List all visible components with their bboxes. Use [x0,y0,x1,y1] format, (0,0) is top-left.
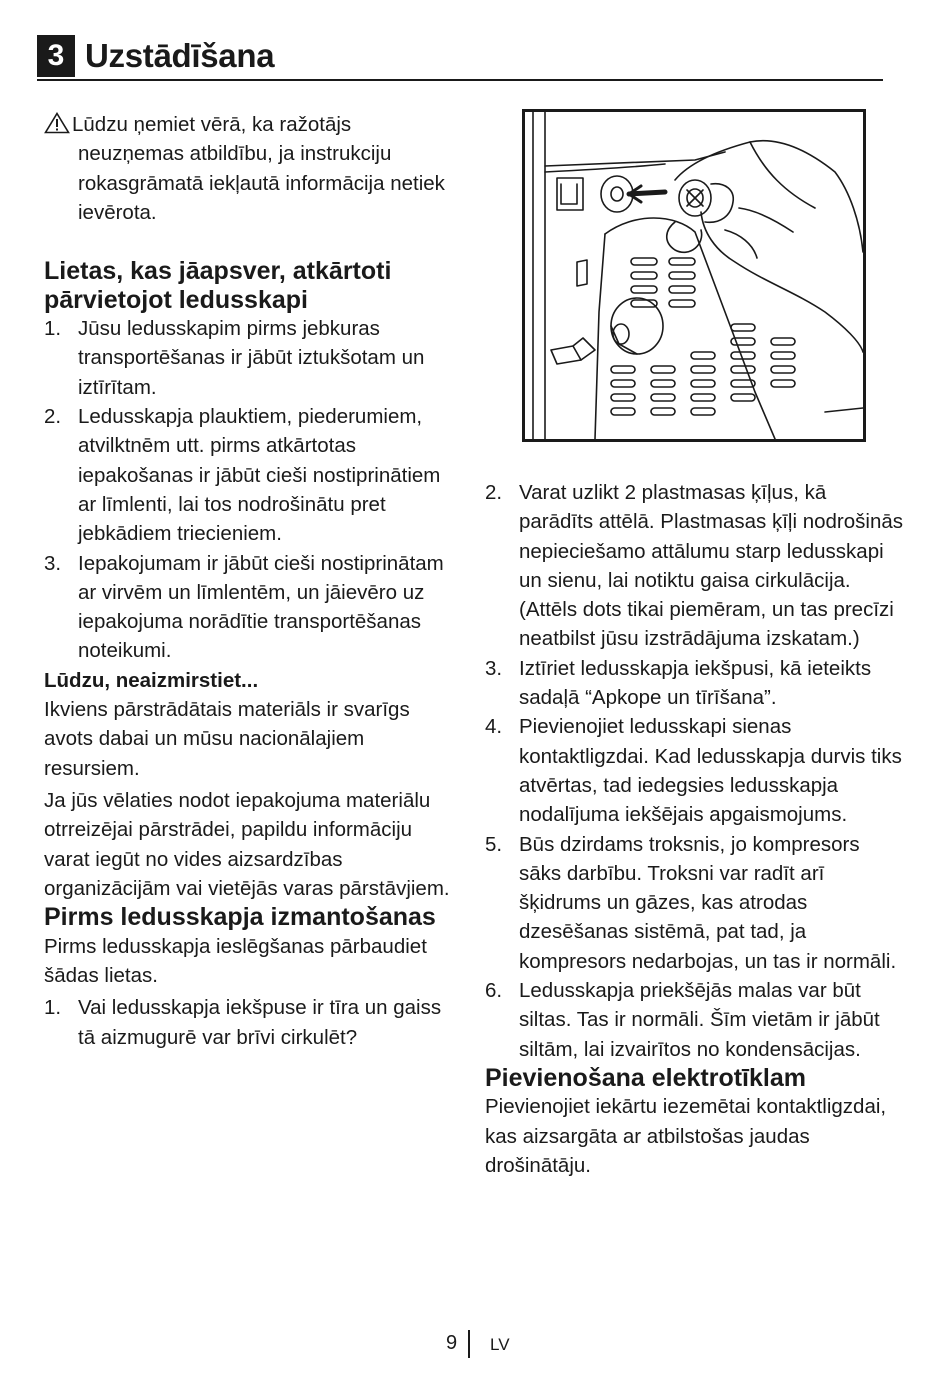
list-item [485,712,905,829]
item-number: 6. [485,979,503,1003]
item-number: 3. [485,656,503,680]
item-text: Vai ledusskapja iekšpuse ir tīra un gaiss tā aizmugurē var brīvi cirkulēt? [78,996,442,1049]
item-text: Ledusskapja plauktiem, piederumiem, atvilktnēm utt. pirms atkārtotas iepakošanas ir jābūt cieši nostiprinātiem ar līmlenti, lai tos nodrošinātu pret jebkādiem triecieniem. [78,405,441,546]
before-use-list-continued [485,478,905,1064]
list-item [44,549,456,666]
moving-list [44,314,456,666]
moving-heading: Lietas, kas jāapsver, atkārtoti pārvietojot ledusskapi [44,257,392,314]
item-text: Būs dzirdams troksnis, jo kompresors sāks darbību. Troksni var radīt arī šķidrums un gāzes, kas atrodas dzesēšanas sistēmā, pat tad, ja kompresors nedarbojas, un tas ir normāli. [519,832,897,973]
list-item [44,402,456,548]
footer-divider [468,1330,470,1358]
warning-text: Lūdzu ņemiet vērā, ka ražotājs neuzņemas atbildību, ja instrukciju rokasgrāmatā iekļautā informācija netiek ievērota. [72,113,445,224]
item-number: 1. [44,317,62,341]
list-item [44,993,456,1052]
item-text: Ledusskapja priekšējās malas var būt siltas. Tas ir normāli. Šīm vietām ir jābūt siltām, lai izvairītos no kondensācijas. [519,979,880,1061]
electric-heading: Pievienošana elektrotīklam [485,1063,806,1092]
list-item [485,478,905,654]
section-number: 3 [37,35,75,77]
page-footer [0,1330,950,1360]
item-text: Varat uzlikt 2 plastmasas ķīļus, kā parādīts attēlā. Plastmasas ķīļi nodrošinās nepieciešamo attālumu starp ledusskapi un sienu, lai notiktu gaisa cirkulācija. (Attēls dots tikai piemēram, un tas precīzi neatbilst jūsu izstrādājuma izskatam.) [519,481,903,651]
item-number: 1. [44,996,62,1020]
list-item [485,654,905,713]
electric-text: Pievienojiet iekārtu iezemētai kontaktligzdai, kas aizsargāta ar atbilstošas jaudas drošinātāju. [485,1095,887,1178]
remember-heading: Lūdzu, neaizmirstiet... [44,668,259,692]
remember-paragraph-1: Ikviens pārstrādātais materiāls ir svarīgs avots dabai un mūsu nacionālajiem resursiem. [44,698,410,780]
language-code: LV [490,1335,510,1354]
page-number: 9 [446,1332,458,1354]
left-column [44,110,456,1052]
item-text: Jūsu ledusskapim pirms jebkuras transportēšanas ir jābūt iztukšotam un iztīrītam. [78,317,425,399]
item-text: Pievienojiet ledusskapi sienas kontaktligzdai. Kad ledusskapja durvis tiks atvērtas, tad iedegsies ledusskapja nodalījuma iekšējais apgaismojums. [519,715,902,827]
item-number: 4. [485,715,503,739]
item-text: Iepakojumam ir jābūt cieši nostiprinātam ar virvēm un līmlentēm, un jāievēro uz iepakojuma norādītie transportēšanas noteikumi. [78,551,444,663]
before-use-list [44,993,456,1052]
remember-paragraph-2: Ja jūs vēlaties nodot iepakojuma materiālu otrreizējai pārstrādei, papildu informāciju varat iegūt no vides aizsardzības organizācijām vai vietējās varas pārstāvjiem. [44,788,450,900]
list-item [485,830,905,976]
warning-note [44,110,456,227]
item-number: 3. [44,551,62,575]
list-item [485,976,905,1064]
list-item [44,314,456,402]
header-rule [37,79,883,81]
before-use-intro: Pirms ledusskapja ieslēgšanas pārbaudiet šādas lietas. [44,934,427,987]
section-title: Uzstādīšana [85,37,275,74]
item-number: 2. [485,481,503,504]
wedge-installation-illustration [522,109,866,442]
section-header [37,35,883,83]
right-column [485,478,905,1180]
warning-icon [44,112,70,134]
before-use-heading: Pirms ledusskapja izmantošanas [44,903,436,932]
item-text: Iztīriet ledusskapja iekšpusi, kā ieteikts sadaļā “Apkope un tīrīšana”. [519,656,872,710]
item-number: 5. [485,832,503,856]
item-number: 2. [44,405,62,429]
fridge-back-hand-illustration [525,112,863,439]
